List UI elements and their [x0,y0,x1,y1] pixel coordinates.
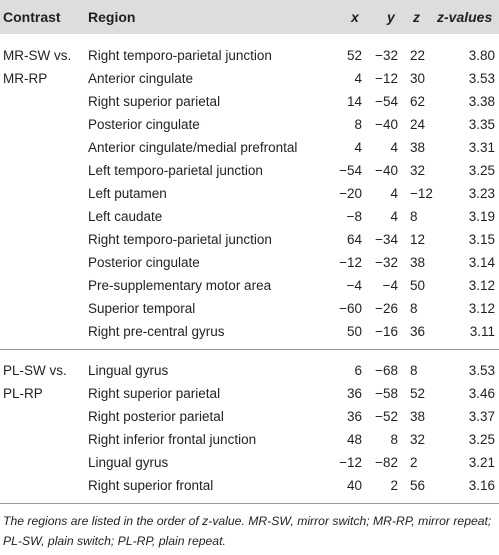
x-cell: −8 [346,209,362,224]
zvalue-cell: 3.19 [468,209,495,224]
z-cell: 8 [410,301,418,316]
x-cell: 4 [354,140,362,155]
z-cell: 8 [410,209,418,224]
x-cell: 6 [354,363,362,378]
zvalue-cell: 3.31 [468,140,495,155]
y-cell: 4 [390,209,398,224]
x-cell: −60 [339,301,362,316]
y-cell: 8 [390,432,398,447]
y-cell: 2 [390,478,398,493]
z-cell: 38 [410,140,426,155]
y-cell: −52 [375,409,398,424]
y-cell: −58 [375,386,398,401]
header-region: Region [88,9,136,25]
region-cell: Right superior frontal [88,478,214,493]
x-cell: −12 [339,255,362,270]
zvalue-cell: 3.21 [468,455,495,470]
z-cell: 36 [410,324,426,339]
y-cell: −40 [375,163,398,178]
x-cell: 4 [354,71,362,86]
x-cell: 36 [346,409,362,424]
z-cell: 32 [410,163,426,178]
region-cell: Left caudate [88,209,163,224]
x-cell: 14 [346,94,362,109]
zvalue-cell: 3.35 [468,117,495,132]
zvalue-cell: 3.46 [468,386,495,401]
x-cell: −12 [339,455,362,470]
zvalue-cell: 3.16 [468,478,495,493]
table-bottom-rule [0,503,499,504]
contrast-label: PL-SW vs. [3,363,67,378]
z-cell: 30 [410,71,426,86]
z-cell: 56 [410,478,426,493]
y-cell: −26 [375,301,398,316]
zvalue-cell: 3.38 [468,94,495,109]
zvalue-cell: 3.37 [468,409,495,424]
z-cell: 32 [410,432,426,447]
table-footnote: The regions are listed in the order of z-value. MR-SW, mirror switch; MR-RP, mirror repeat; PL-SW, plain switch; PL-RP, plain repeat. [3,514,492,548]
z-cell: 38 [410,255,426,270]
region-cell: Right inferior frontal junction [88,432,257,447]
region-cell: Lingual gyrus [88,455,169,470]
region-cell: Lingual gyrus [88,363,169,378]
y-cell: −68 [375,363,398,378]
y-cell: −40 [375,117,398,132]
x-cell: 64 [346,232,362,247]
y-cell: −34 [375,232,398,247]
group-divider [0,349,499,350]
contrast-label: MR-RP [3,71,48,86]
header-contrast: Contrast [3,9,61,25]
contrast-label: PL-RP [3,386,43,401]
region-cell: Right superior parietal [88,386,221,401]
z-cell: 62 [410,94,426,109]
y-cell: 4 [390,140,398,155]
region-cell: Posterior cingulate [88,255,200,270]
zvalue-cell: 3.12 [468,278,495,293]
region-cell: Superior temporal [88,301,196,316]
y-cell: 4 [390,186,398,201]
z-cell: 12 [410,232,426,247]
region-cell: Right superior parietal [88,94,221,109]
x-cell: 36 [346,386,362,401]
z-cell: 24 [410,117,426,132]
y-cell: −4 [382,278,398,293]
zvalue-cell: 3.80 [468,48,495,63]
region-cell: Right pre-central gyrus [88,324,225,339]
y-cell: −12 [375,71,398,86]
region-cell: Left putamen [88,186,167,201]
region-cell: Posterior cingulate [88,117,200,132]
zvalue-cell: 3.23 [468,186,495,201]
zvalue-cell: 3.53 [468,71,495,86]
region-cell: Right temporo-parietal junction [88,232,272,247]
y-cell: −54 [375,94,398,109]
z-cell: 2 [410,455,418,470]
z-cell: 38 [410,409,426,424]
z-cell: 52 [410,386,426,401]
x-cell: −4 [346,278,362,293]
x-cell: 8 [354,117,362,132]
region-cell: Anterior cingulate/medial prefrontal [88,140,298,155]
table-header [0,0,499,34]
zvalue-cell: 3.12 [468,301,495,316]
x-cell: −54 [339,163,362,178]
z-cell: 22 [410,48,426,63]
region-cell: Pre-supplementary motor area [88,278,272,293]
z-cell: −12 [410,186,433,201]
region-cell: Anterior cingulate [88,71,194,86]
x-cell: 52 [346,48,362,63]
y-cell: −82 [375,455,398,470]
x-cell: 48 [346,432,362,447]
header-zvalues: z-values [437,9,493,25]
z-cell: 50 [410,278,426,293]
header-z: z [413,9,420,25]
zvalue-cell: 3.11 [469,324,495,339]
x-cell: 40 [346,478,362,493]
y-cell: −16 [375,324,398,339]
region-cell: Right posterior parietal [88,409,224,424]
header-x: x [351,9,359,25]
x-cell: −20 [339,186,362,201]
y-cell: −32 [375,255,398,270]
x-cell: 50 [346,324,362,339]
z-cell: 8 [410,363,418,378]
zvalue-cell: 3.14 [468,255,495,270]
zvalue-cell: 3.25 [468,432,495,447]
zvalue-cell: 3.15 [468,232,495,247]
region-cell: Right temporo-parietal junction [88,48,272,63]
zvalue-cell: 3.53 [468,363,495,378]
header-y: y [387,9,395,25]
region-cell: Left temporo-parietal junction [88,163,263,178]
contrast-label: MR-SW vs. [3,48,72,63]
zvalue-cell: 3.25 [468,163,495,178]
y-cell: −32 [375,48,398,63]
